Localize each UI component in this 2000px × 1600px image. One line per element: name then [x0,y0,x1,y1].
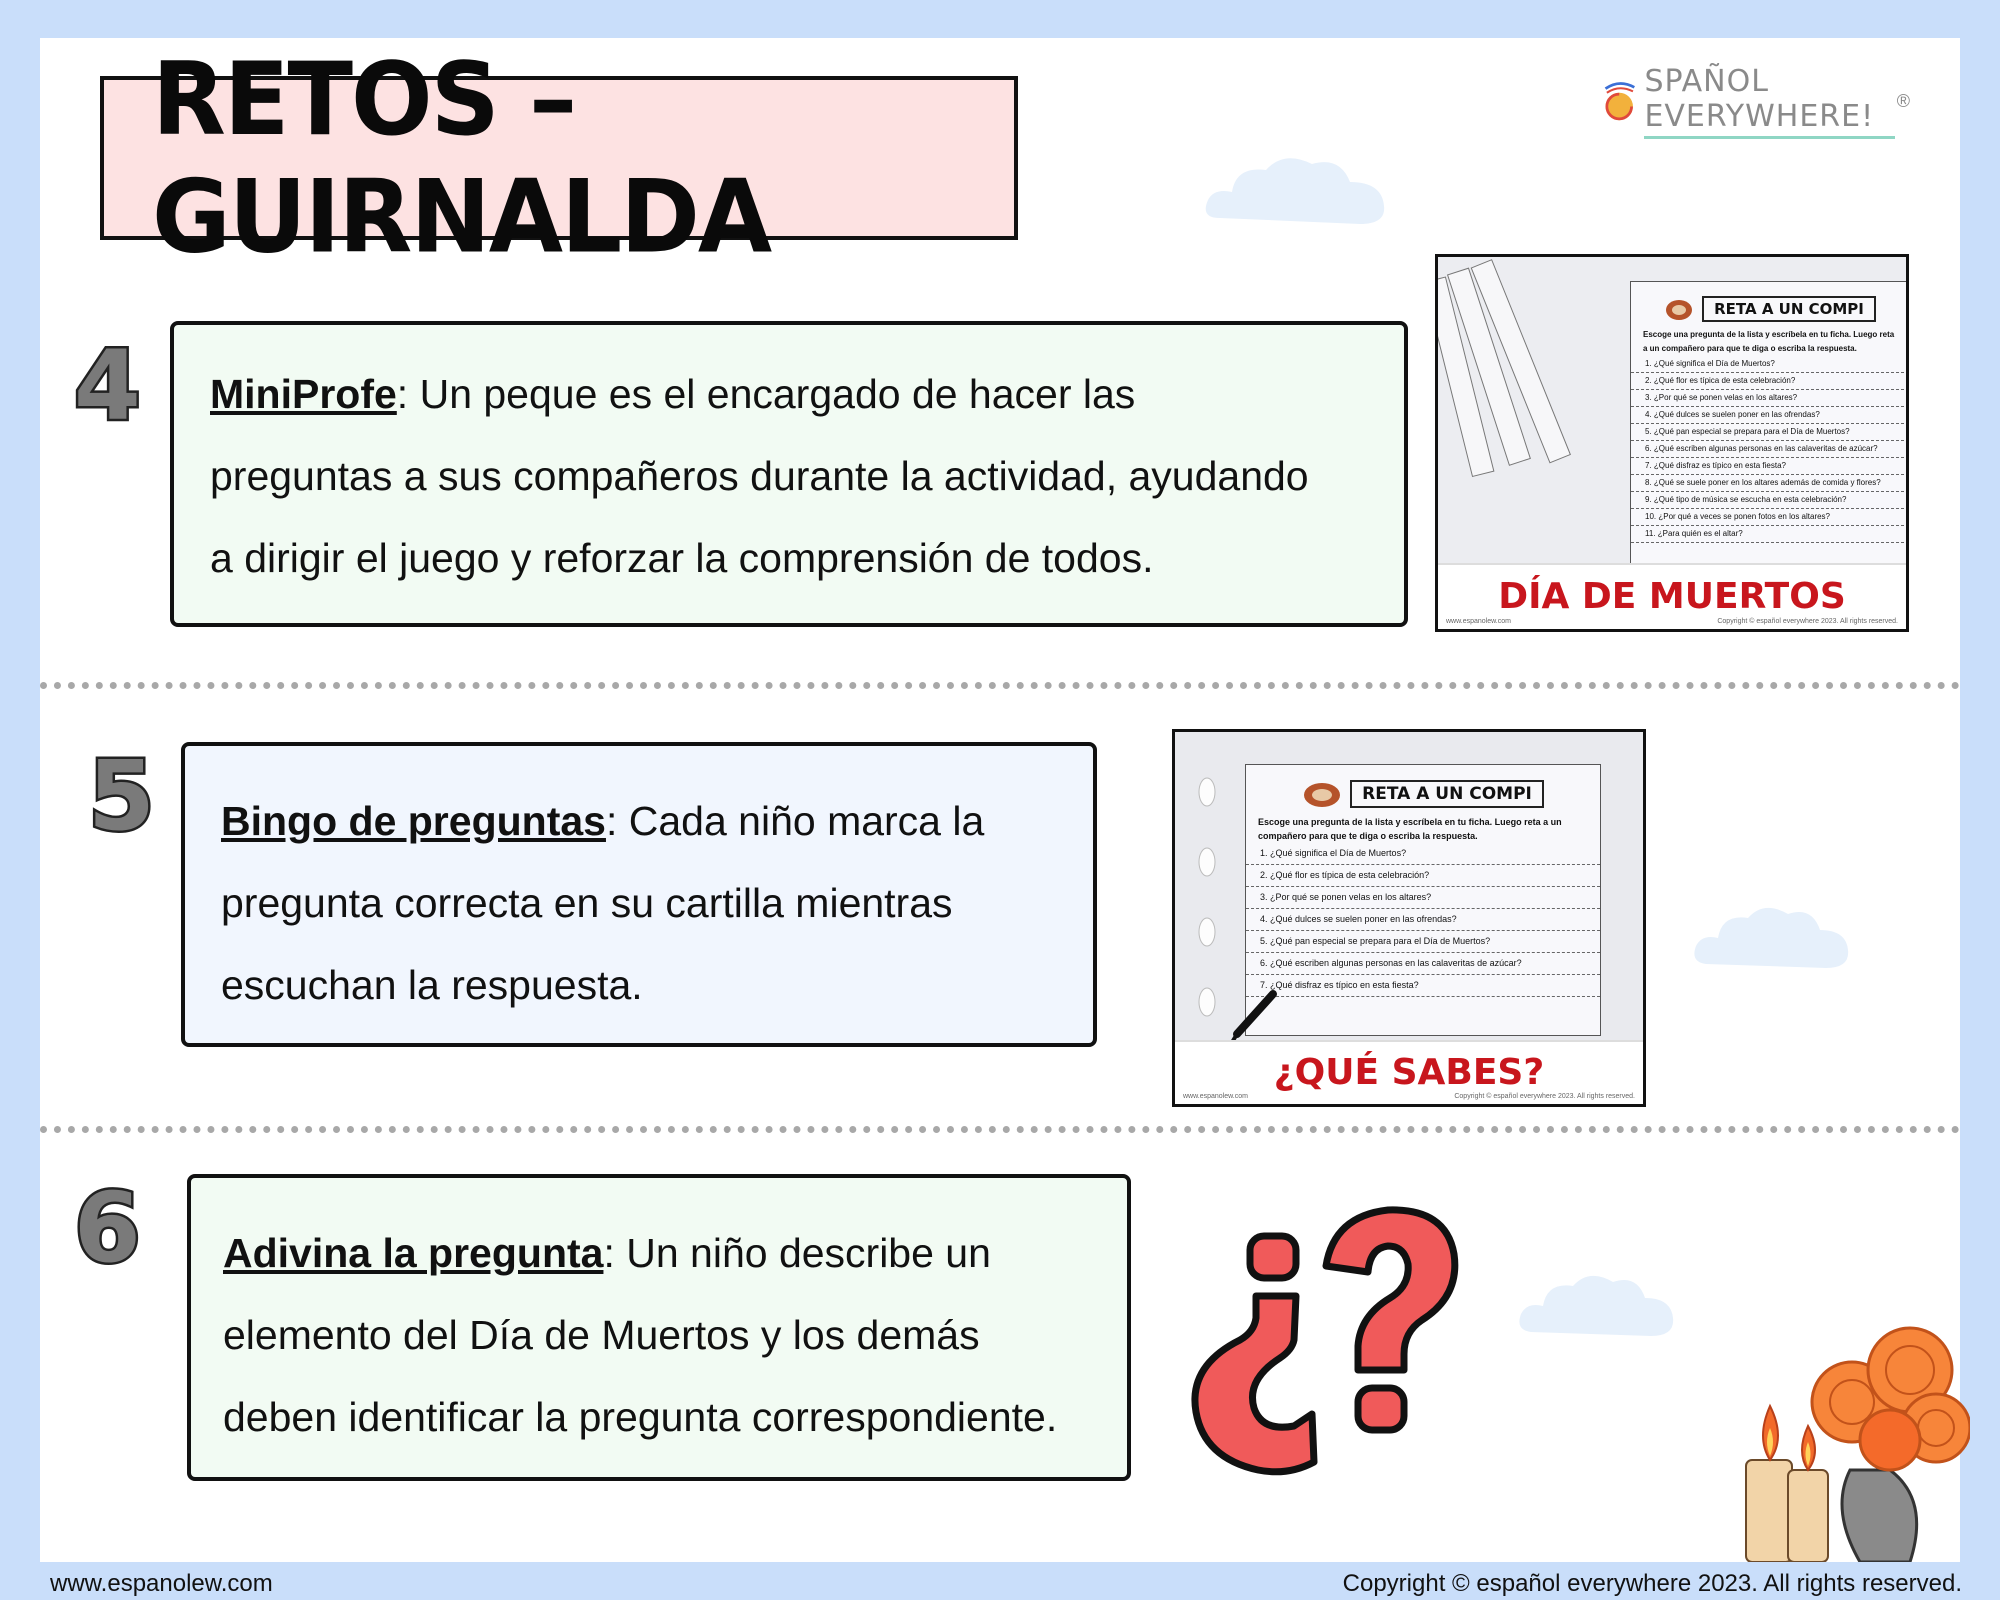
worksheet-label: DÍA DE MUERTOS [1438,563,1906,629]
section-divider [40,682,1960,689]
worksheet-question: 5. ¿Qué pan especial se prepara para el Día de Muertos? [1631,424,1909,441]
page-title: RETOS –GUIRNALDA [152,40,771,276]
logo-e-icon [1600,69,1638,133]
marigold-vase-icon [1812,1328,1970,1562]
worksheet [1630,281,1909,571]
activity-card [170,321,1408,627]
worksheet [1245,764,1601,1036]
worksheet-question: 8. ¿Qué se suele poner en los altares además de comida y flores? [1631,475,1909,492]
worksheet-footer-right: Copyright © español everywhere 2023. All rights reserved. [1454,1093,1635,1100]
logo-registered: ® [1896,90,1910,111]
worksheet-question: 3. ¿Por qué se ponen velas en los altares? [1631,390,1909,407]
worksheet-label: ¿QUÉ SABES? [1175,1040,1643,1104]
pan-de-muerto-icon [1302,779,1342,809]
worksheet-footer-left: www.espanolew.com [1183,1093,1248,1100]
ofrenda-decoration [1740,1300,1970,1562]
worksheet-question: 7. ¿Qué disfraz es típico en esta fiesta? [1246,975,1600,997]
activity-text: pregunta correcta en su cartilla mientras [221,880,953,926]
worksheet-question: 1. ¿Qué significa el Día de Muertos? [1631,356,1909,373]
worksheet-question: 4. ¿Qué dulces se suelen poner en las ofrendas? [1246,909,1600,931]
worksheet-instruction: Escoge una pregunta de la lista y escríbela en tu ficha. Luego reta a un compañero para que te diga o escriba la respuesta. [1258,817,1562,841]
worksheet-question: 11. ¿Para quién es el altar? [1631,526,1909,543]
activity-text: a dirigir el juego y reforzar la comprensión de todos. [210,535,1154,581]
worksheet-question: 2. ¿Qué flor es típica de esta celebración? [1246,865,1600,887]
cloud-icon [1515,1268,1675,1342]
activity-card [187,1174,1131,1481]
cloud-icon [1690,900,1850,974]
candles-icon [1746,1406,1828,1562]
worksheet-question: 4. ¿Qué dulces se suelen poner en las ofrendas? [1631,407,1909,424]
activity-term: MiniProfe [210,371,397,417]
footer-copyright: Copyright © español everywhere 2023. All rights reserved. [1342,1570,1962,1597]
activity-term: Bingo de preguntas [221,798,606,844]
worksheet-question: 1. ¿Qué significa el Día de Muertos? [1246,843,1600,865]
worksheet-title: RETA A UN COMPI [1702,296,1876,322]
worksheet-question: 5. ¿Qué pan especial se prepara para el Día de Muertos? [1246,931,1600,953]
worksheet-question: 10. ¿Por qué a veces se ponen fotos en los altares? [1631,509,1909,526]
activity-card [181,742,1097,1047]
pan-de-muerto-icon [1664,297,1694,321]
activity-text: deben identificar la pregunta correspondiente. [223,1394,1058,1440]
worksheet-question: 3. ¿Por qué se ponen velas en los altares? [1246,887,1600,909]
title-box [100,40,1018,276]
worksheet-question: 2. ¿Qué flor es típica de esta celebración? [1631,373,1909,390]
worksheet-photo [1172,729,1646,1107]
worksheet-title: RETA A UN COMPI [1350,780,1544,808]
activity-text: escuchan la respuesta. [221,962,643,1008]
activity-text: : Cada niño marca la [605,798,985,844]
footer-website: www.espanolew.com [50,1570,273,1597]
item-number: 5 [88,740,155,852]
worksheet-question: 6. ¿Qué escriben algunas personas en las calaveritas de azúcar? [1246,953,1600,975]
section-divider [40,1126,1960,1133]
item-number: 6 [74,1172,141,1284]
worksheet-question: 7. ¿Qué disfraz es típico en esta fiesta? [1631,458,1909,475]
worksheet-instruction: Escoge una pregunta de la lista y escríbela en tu ficha. Luego reta a un compañero para que te diga o escriba la respuesta. [1643,330,1895,353]
worksheet-question: 6. ¿Qué escriben algunas personas en las calaveritas de azúcar? [1631,441,1909,458]
activity-term: Adivina la pregunta [223,1230,604,1276]
activity-text: elemento del Día de Muertos y los demás [223,1312,980,1358]
worksheet-question: 9. ¿Qué tipo de música se escucha en esta celebración? [1631,492,1909,509]
paper-strips-icon [1438,257,1608,497]
marker-icon [1223,988,1283,1048]
logo-text: SPAÑOL EVERYWHERE! [1644,64,1894,139]
activity-text: : Un niño describe un [603,1230,991,1276]
activity-text: preguntas a sus compañeros durante la actividad, ayudando [210,453,1309,499]
worksheet-footer-left: www.espanolew.com [1446,618,1511,625]
question-marks-icon [1184,1200,1464,1480]
binder-holes-icon [1187,752,1227,1052]
brand-logo [1600,63,1910,136]
item-number: 4 [74,330,141,442]
worksheet-photo [1435,254,1909,632]
worksheet-footer-right: Copyright © español everywhere 2023. All rights reserved. [1717,618,1898,625]
activity-text: : Un peque es el encargado de hacer las [396,371,1136,417]
cloud-icon [1200,148,1390,232]
